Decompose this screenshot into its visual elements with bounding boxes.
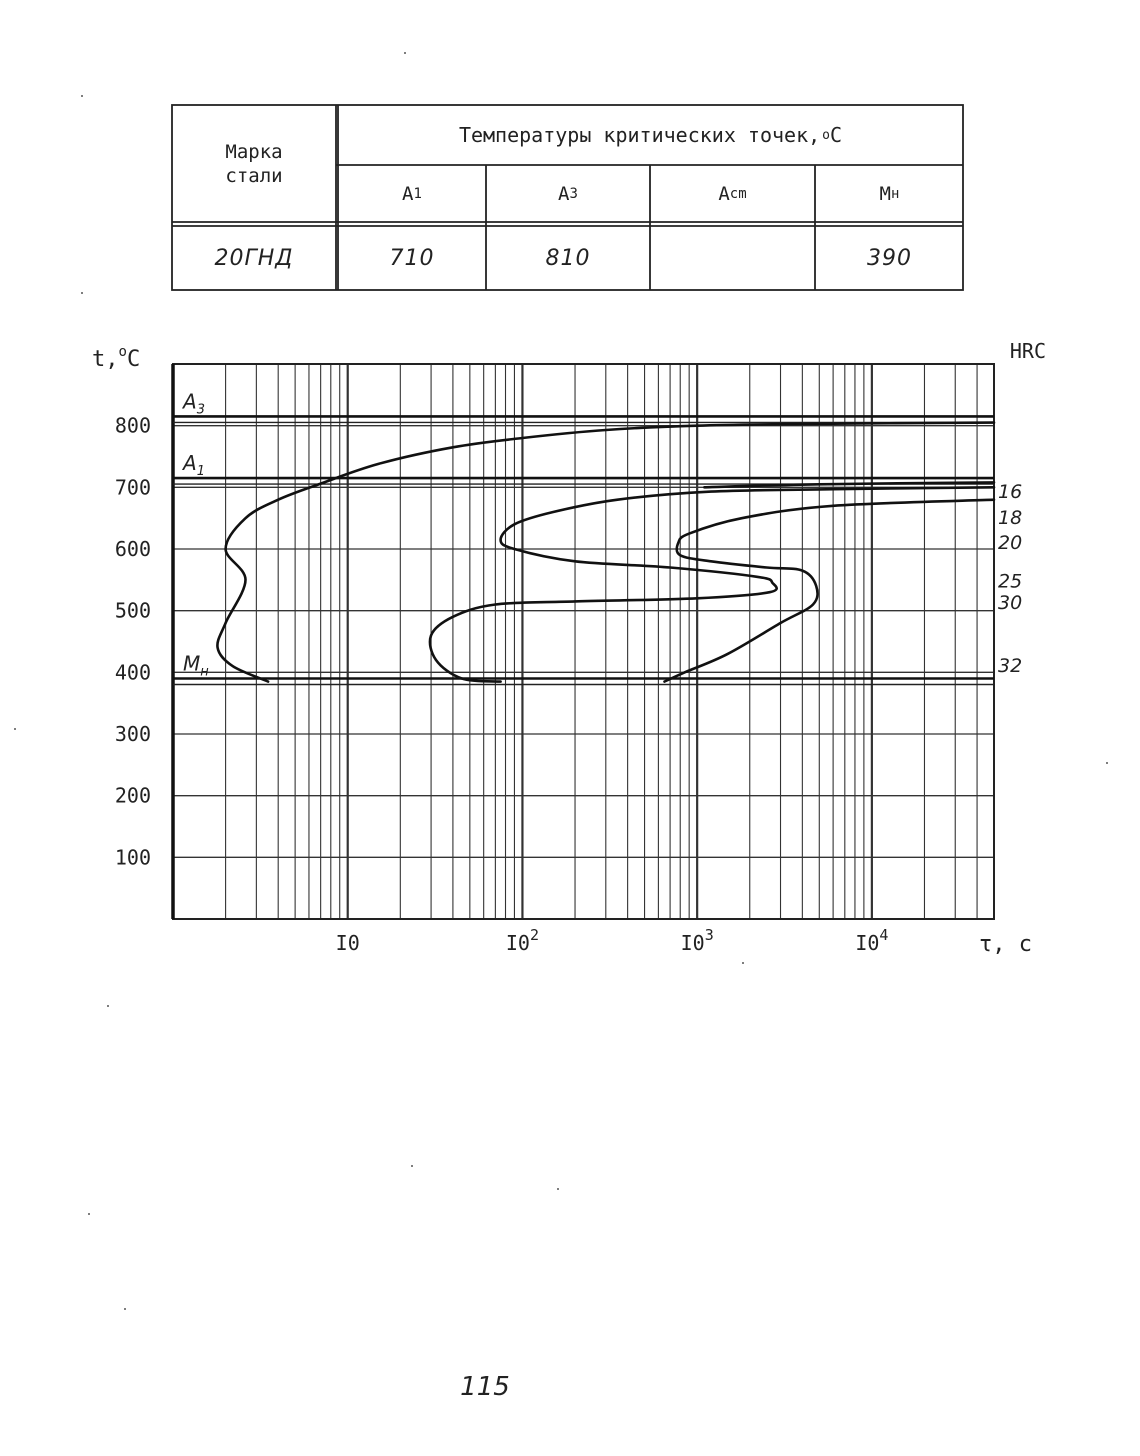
y-tick-label: 300 (114, 722, 151, 746)
x-tick-label: $I0^3$ (680, 926, 714, 955)
mn-value: 390 (867, 245, 912, 271)
x-axis-label: τ, с (979, 932, 1032, 957)
group-header-text: Температуры критических точек, (458, 123, 821, 147)
scan-speck (88, 1213, 90, 1215)
scan-speck (107, 1005, 109, 1007)
transformation-curve-bainite_end (665, 500, 995, 682)
reference-line-label: $A_3$ (183, 389, 205, 418)
scan-speck (81, 95, 83, 97)
steel-grade-value: 20ГНД (214, 245, 294, 271)
hrc-value-label: 32 (998, 654, 1023, 677)
y-tick-label: 200 (114, 783, 151, 808)
header-acm-base: A (718, 182, 730, 205)
x-tick-label: I0 (335, 931, 360, 955)
right-axis-label: HRC (1009, 339, 1046, 363)
y-tick-label: 400 (114, 660, 151, 685)
header-acm-sub: cm (729, 185, 747, 202)
hrc-value-label: 20 (998, 532, 1023, 555)
scan-speck (404, 52, 406, 54)
hrc-value-label: 30 (998, 592, 1023, 615)
y-axis-label: t,$^o$C (92, 344, 141, 372)
header-mn-sub: н (891, 185, 900, 202)
header-a1-sub: 1 (413, 185, 422, 202)
y-tick-label: 800 (114, 413, 151, 438)
x-tick-label: $I0^4$ (855, 926, 889, 955)
y-tick-label: 500 (114, 598, 151, 623)
reference-line-label: $A_1$ (183, 451, 205, 480)
scan-speck (742, 962, 744, 964)
header-a1-base: A (402, 182, 414, 205)
scan-speck (14, 728, 16, 730)
y-tick-label: 600 (114, 537, 151, 561)
hrc-value-label: 25 (998, 570, 1023, 593)
y-tick-label: 100 (114, 845, 151, 870)
grade-column-header: Марка стали (225, 140, 283, 187)
header-mn-base: M (879, 182, 891, 205)
group-header-unit: C (830, 123, 843, 147)
group-header-degree: o (822, 127, 830, 143)
a3-value: 810 (545, 245, 591, 271)
scan-speck (124, 1308, 126, 1310)
scan-speck (81, 292, 83, 294)
scan-speck (411, 1165, 413, 1167)
x-tick-label: $I0^2$ (505, 926, 540, 955)
y-tick-label: 700 (114, 475, 151, 500)
header-a3-base: A (558, 182, 570, 205)
hrc-value-label: 18 (998, 506, 1023, 529)
a1-value: 710 (389, 245, 435, 271)
scan-speck (557, 1188, 559, 1190)
hrc-value-label: 16 (998, 481, 1023, 504)
scan-speck (1106, 762, 1108, 764)
page-number: 115 (460, 1372, 510, 1402)
header-a3-sub: 3 (569, 185, 578, 202)
chart-grid (173, 364, 994, 919)
reference-line-label: $M_н$ (183, 651, 209, 680)
